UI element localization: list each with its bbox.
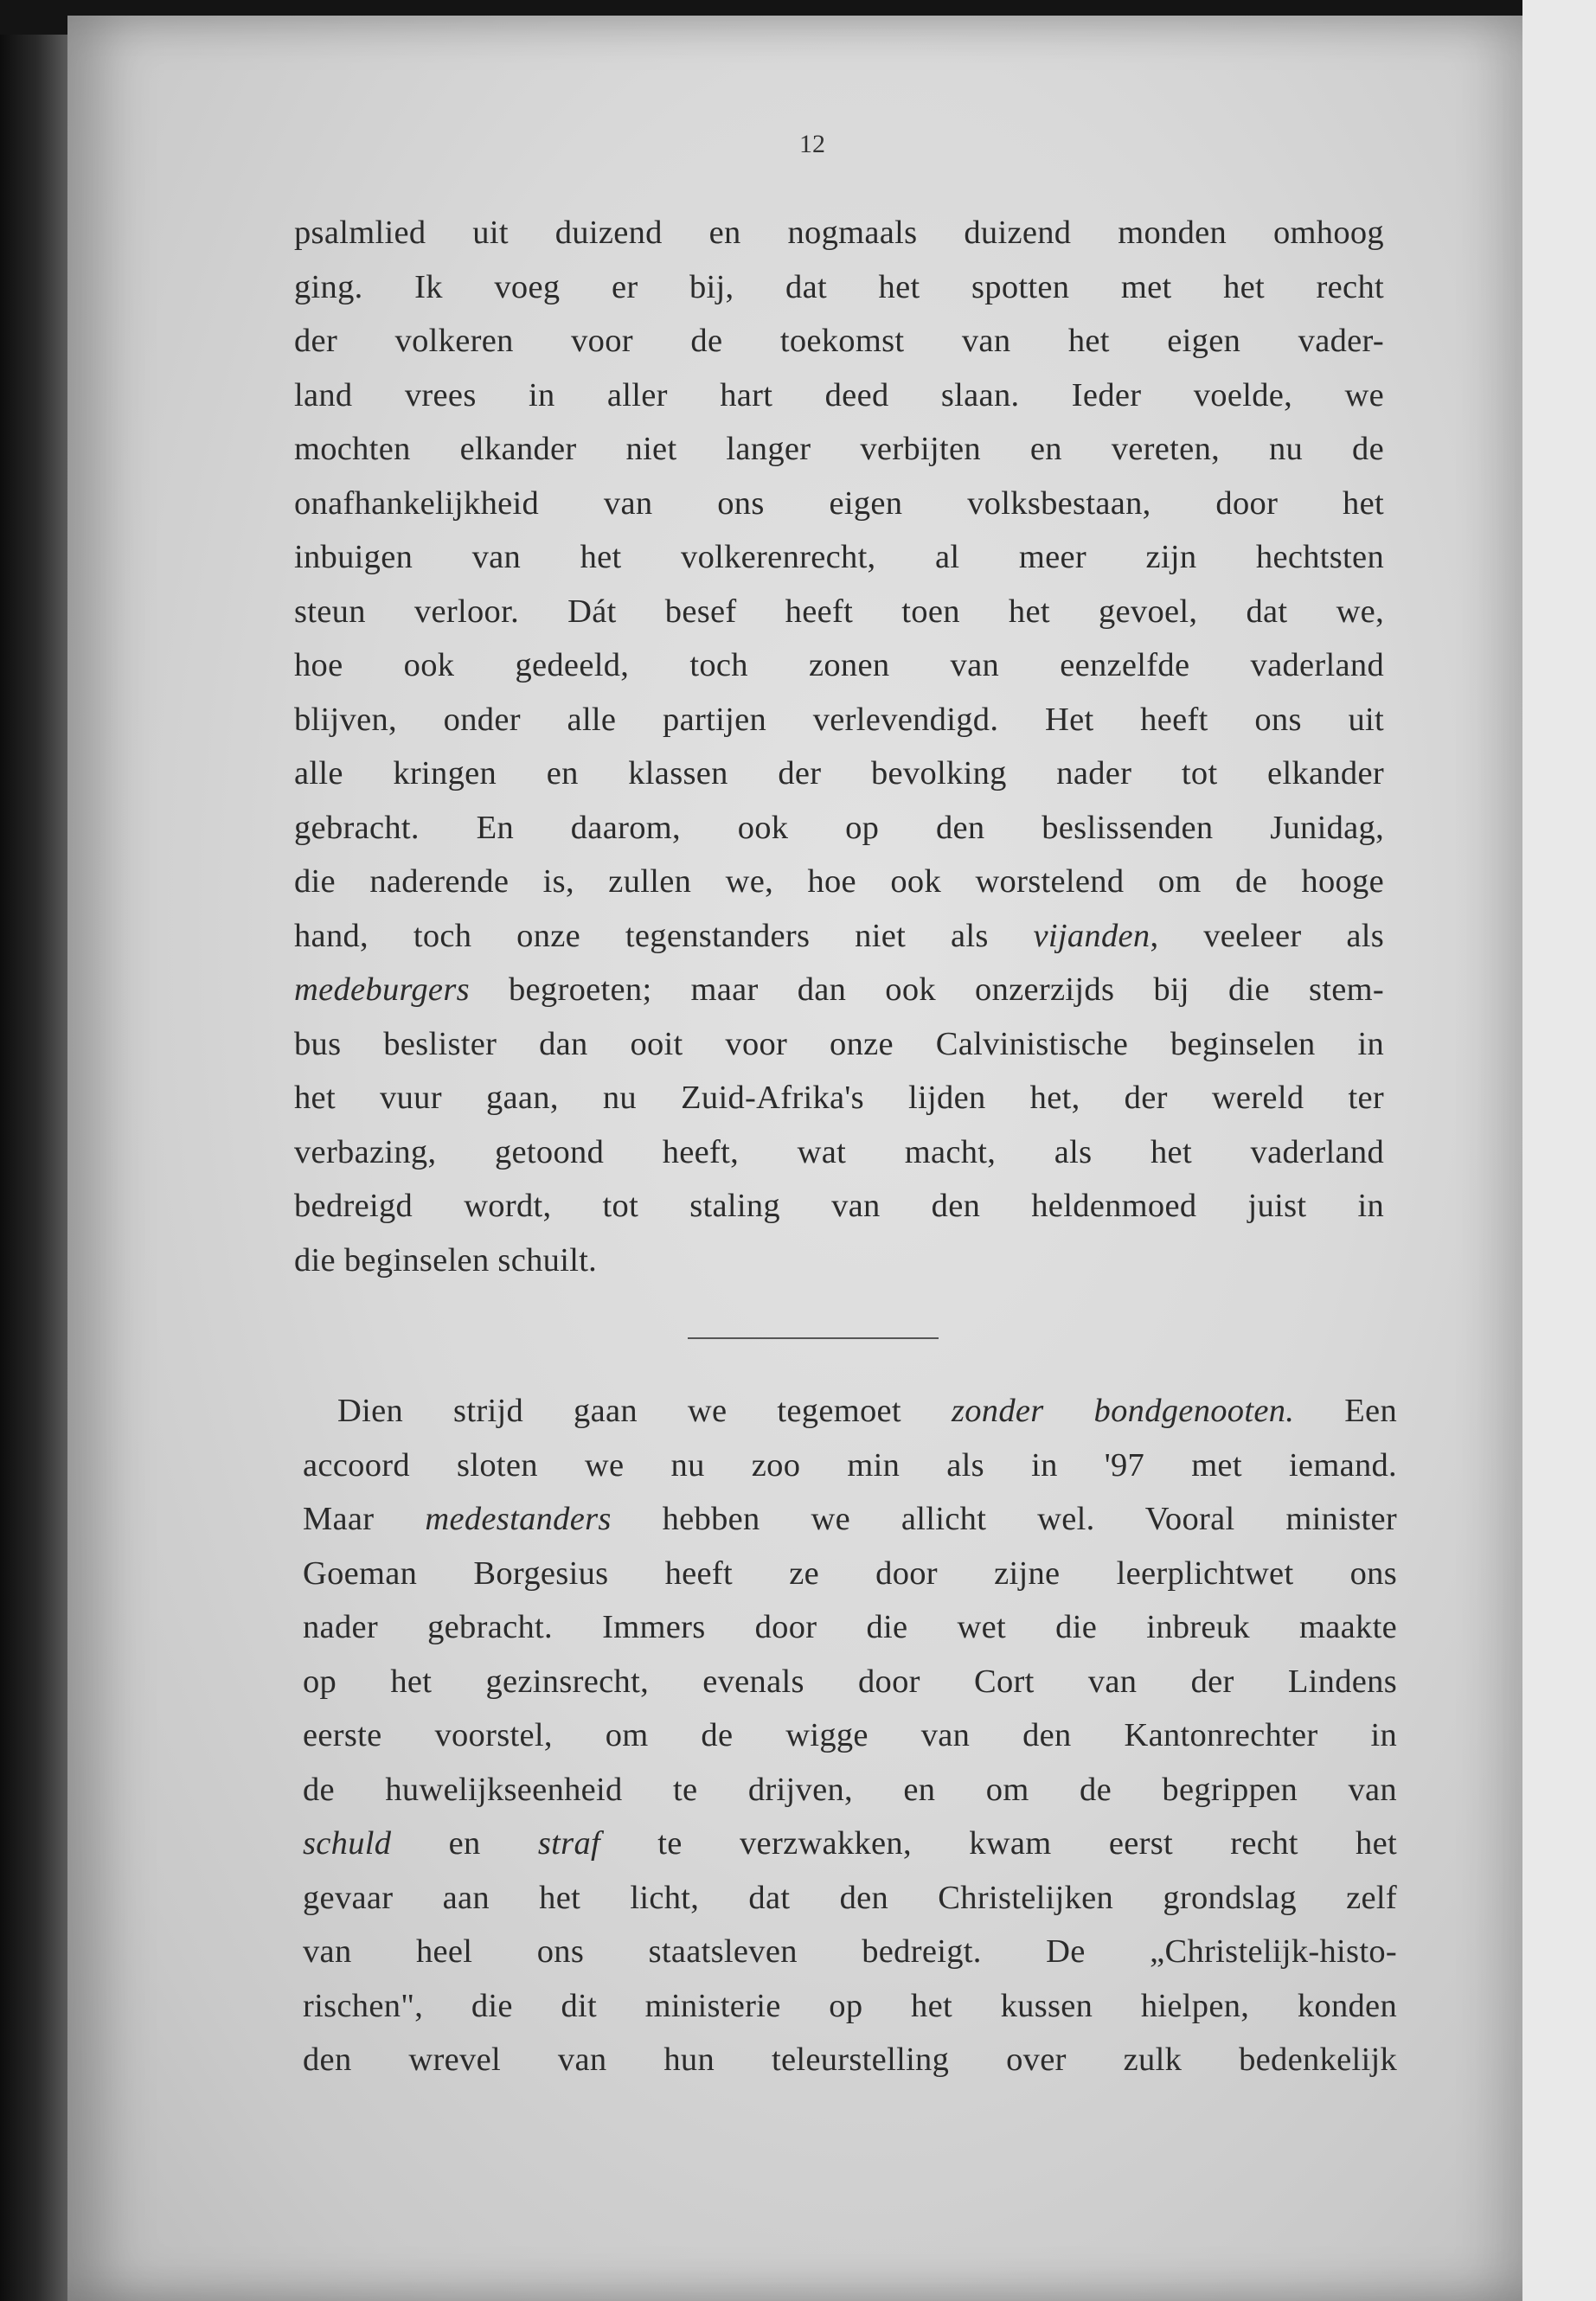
scan-margin [1522,0,1596,2301]
text-run: Dien strijd gaan we tegemoet [337,1393,952,1429]
italic-term: vijanden [1033,917,1151,954]
text-run: Maar [303,1501,426,1537]
text-line: der volkeren voor de toekomst van het eigen vader- [294,323,1384,359]
text-run: begroeten; maar dan ook onzerzijds bij die stem- [469,971,1384,1008]
text-line: gebracht. En daarom, ook op den beslissenden Junidag, [294,809,1384,846]
paragraph-2 [303,1384,1397,2087]
text-line: ging. Ik voeg er bij, dat het spotten met het recht [294,268,1384,305]
text-run: , veeleer als [1150,917,1384,954]
text-line: land vrees in aller hart deed slaan. Ieder voelde, we [294,376,1384,413]
text-run: te verzwakken, kwam eerst recht het [600,1825,1397,1862]
text-run: en [391,1825,538,1862]
text-line [294,963,1384,1017]
text-line: Goeman Borgesius heeft ze door zijne leerplichtwet ons [303,1554,1397,1592]
text-line [294,909,1384,964]
text-line: nader gebracht. Immers door die wet die inbreuk maakte [303,1609,1397,1645]
text-line: bedreigd wordt, tot staling van den heldenmoed juist in [294,1188,1384,1224]
text-line [303,1492,1397,1547]
text-line: blijven, onder alle partijen verlevendigd. Het heeft ons uit [294,701,1384,738]
italic-term: schuld [303,1825,392,1862]
text-line: het vuur gaan, nu Zuid-Afrika's lijden het, der wereld ter [294,1080,1384,1116]
text-line: die naderende is, zullen we, hoe ook worstelend om de hooge [294,863,1384,900]
italic-term: medestanders [425,1501,612,1537]
section-divider [688,1337,939,1339]
page-binding-edge [0,35,67,2301]
text-line: den wrevel van hun teleurstelling over zulk bedenkelijk [303,2041,1397,2078]
text-line: bus beslister dan ooit voor onze Calvinistische beginselen in [294,1025,1384,1062]
text-line: die beginselen schuilt. [294,1241,598,1279]
text-line: steun verloor. Dát besef heeft toen het gevoel, dat we, [294,593,1384,630]
text-line: op het gezinsrecht, evenals door Cort van der Lindens [303,1663,1397,1700]
text-line: de huwelijkseenheid te drijven, en om de begrippen van [303,1771,1397,1808]
text-line: verbazing, getoond heeft, wat macht, als het vaderland [294,1133,1384,1170]
text-line [303,1817,1397,1871]
text-line: onafhankelijkheid van ons eigen volksbestaan, door het [294,484,1384,522]
text-run: hebben we allicht wel. Vooral minister [611,1501,1398,1537]
text-line: hoe ook gedeeld, toch zonen van eenzelfde vaderland [294,647,1384,683]
text-line: gevaar aan het licht, dat den Christelijken grondslag zelf [303,1879,1397,1916]
text-run: hand, toch onze tegenstanders niet als [294,917,1034,954]
paragraph-1 [294,206,1384,1287]
text-line: psalmlied uit duizend en nogmaals duizend monden omhoog [294,215,1384,251]
italic-term: medeburgers [294,971,470,1008]
text-line: alle kringen en klassen der bevolking nader tot elkander [294,755,1384,792]
italic-term: straf [537,1825,600,1862]
text-line: mochten elkander niet langer verbijten en vereten, nu de [294,431,1384,467]
text-run: Een [1294,1393,1397,1429]
page-number: 12 [799,130,825,158]
text-line: accoord sloten we nu zoo min als in '97 met iemand. [303,1446,1397,1484]
text-line: van heel ons staatsleven bedreigt. De „Christelijk-histo- [303,1933,1397,1970]
italic-term: zonder bondgenooten. [951,1393,1295,1429]
text-line: eerste voorstel, om de wigge van den Kantonrechter in [303,1717,1397,1753]
text-line: inbuigen van het volkerenrecht, al meer zijn hechtsten [294,539,1384,575]
text-line [303,1384,1397,1439]
text-line: rischen", die dit ministerie op het kussen hielpen, konden [303,1987,1397,2024]
